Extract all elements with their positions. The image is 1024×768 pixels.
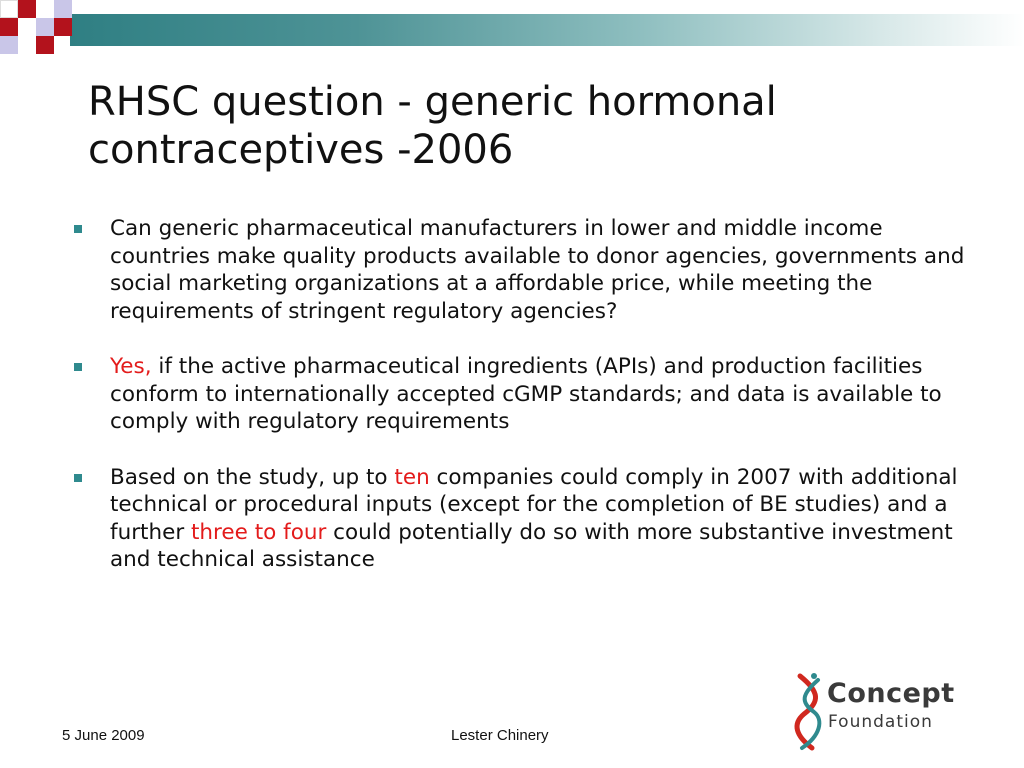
bullet-item <box>74 215 984 325</box>
top-gradient-band <box>70 14 1024 46</box>
bullet-text-segment: if the active pharmaceutical ingredients (APIs) and production facilities conform to internationally accepted cGMP standards; and data is available to comply with regulatory requirements <box>110 354 942 434</box>
slide-title: RHSC question - generic hormonal contraceptives -2006 <box>88 79 777 173</box>
footer-author: Lester Chinery <box>451 727 549 744</box>
corner-square <box>54 18 72 36</box>
bullet-square-icon <box>74 225 82 233</box>
corner-square <box>18 0 36 18</box>
bullet-text-segment: could potentially do so with more substantive investment and technical assistance <box>110 519 953 572</box>
bullet-item <box>74 464 984 574</box>
concept-foundation-logo <box>790 672 980 752</box>
corner-square <box>0 18 18 36</box>
logo-word-foundation: Foundation <box>828 712 933 732</box>
bullet-text-segment: Can generic pharmaceutical manufacturers in lower and middle income countries make quality products available to donor agencies, governments and social marketing organizations at a affordable price, while meeting the requirements of stringent regulatory agencies? <box>110 216 965 324</box>
bullet-list <box>74 215 984 574</box>
logo-word-concept: Concept <box>827 678 955 709</box>
corner-square <box>0 36 18 54</box>
bullet-square-icon <box>74 474 82 482</box>
bullet-text <box>110 354 942 434</box>
bullet-text-segment: companies could comply in 2007 with additional technical or procedural inputs (except for the completion of BE studies) and a further <box>110 464 958 545</box>
corner-square <box>36 18 54 36</box>
bullet-item <box>74 353 984 436</box>
highlight-text: Yes, <box>110 354 152 379</box>
dna-helix-icon <box>790 672 830 752</box>
bullet-text-segment: Based on the study, up to <box>110 464 395 490</box>
bullet-square-icon <box>74 363 82 371</box>
bullet-text <box>110 465 958 573</box>
footer-date: 5 June 2009 <box>62 727 145 744</box>
corner-square <box>36 36 54 54</box>
highlight-text: ten <box>394 464 430 490</box>
bullet-text <box>110 216 964 324</box>
corner-square <box>54 0 72 18</box>
highlight-text: three to four <box>191 519 327 545</box>
corner-square <box>0 0 18 18</box>
